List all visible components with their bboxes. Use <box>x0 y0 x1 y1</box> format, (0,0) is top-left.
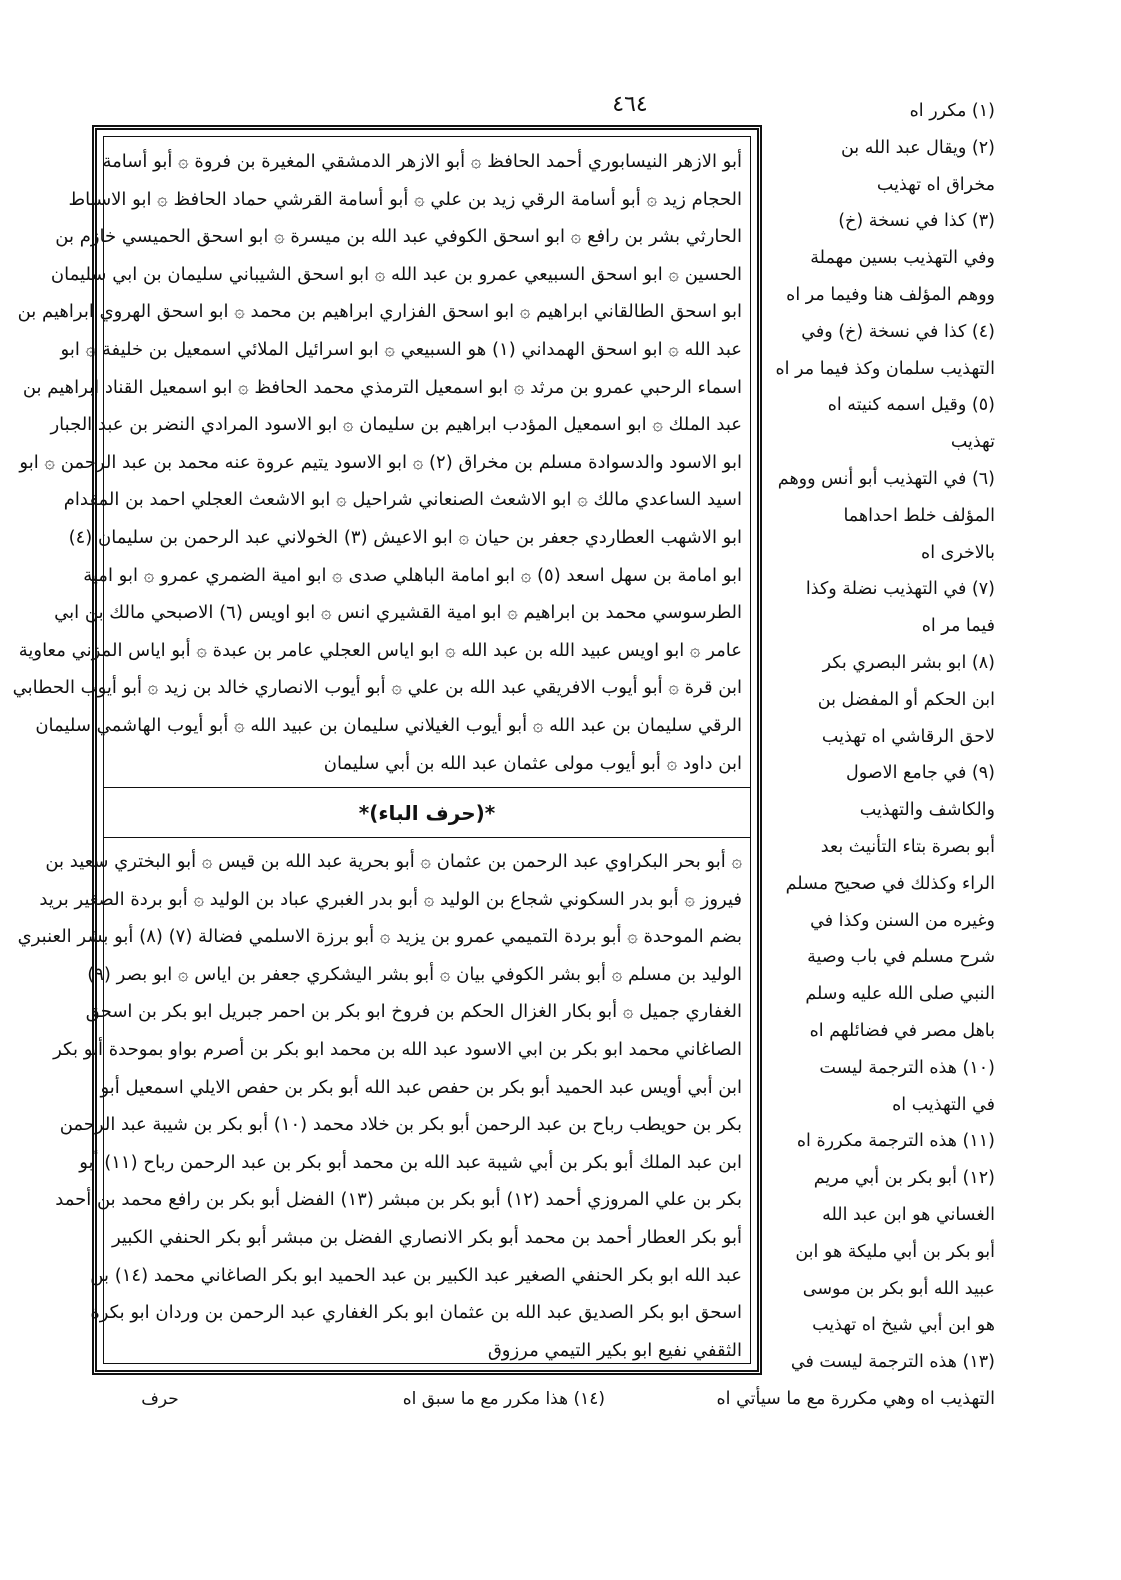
margin-note-line: الغساني هو ابن عبد الله <box>822 1205 995 1225</box>
text-line: ابن قرة ۞ أبو أيوب الافريقي عبد الله بن علي ۞ أبو أيوب الانصاري خالد بن زيد ۞ أبو أيوب الحطابي <box>12 677 742 699</box>
margin-note-line: (٨) ابو بشر البصري بكر <box>822 653 995 673</box>
text-line: ابو الاسود والدسوادة مسلم بن مخراق (٢) ۞ ابو الاسود يتيم عروة عنه محمد بن عبد الرحمن ۞ ابو <box>19 451 742 473</box>
margin-note-line: (٥) وقيل اسمه كنيته اه <box>827 395 995 416</box>
section-divider-bottom <box>104 837 750 838</box>
margin-note-line: المؤلف خلط احداهما <box>843 505 995 526</box>
margin-note-line: التهذيب سلمان وكذ فيما مر اه <box>775 358 995 379</box>
margin-note-line: لاحق الرقاشي اه تهذيب <box>821 726 995 747</box>
margin-note-line: وغيره من السنن وكذا في <box>810 910 995 931</box>
margin-note-line: أبو بكر بن أبي مليكة هو ابن <box>795 1241 995 1262</box>
margin-note-line: شرح مسلم في باب وصية <box>807 947 995 968</box>
margin-note-line: ابن الحكم أو المفضل بن <box>817 689 995 710</box>
margin-note-line: تهذيب <box>950 432 995 453</box>
margin-note-line: التهذيب اه وهي مكررة مع ما سيأتي اه <box>716 1389 995 1409</box>
text-line: الغفاري جميل ۞ أبو بكار الغزال الحكم بن فروخ ابو بكر بن احمر جبريل ابو بكر بن اسحق <box>85 1001 742 1023</box>
text-line: ۞ أبو بحر البكراوي عبد الرحمن بن عثمان ۞ أبو بحرية عبد الله بن قيس ۞ أبو البختري سعيد بن <box>45 851 742 872</box>
text-line: الصاغاني محمد ابو بكر بن ابي الاسود عبد الله بن محمد ابو بكر بن أصرم بواو بموحدة أبو بكر <box>53 1039 742 1060</box>
margin-note-line: (٢) ويقال عبد الله بن <box>840 137 995 158</box>
margin-note-line: (١١) هذه الترجمة مكررة اه <box>796 1131 995 1152</box>
margin-note-line: النبي صلى الله عليه وسلم <box>805 984 995 1005</box>
margin-note-line: فيما مر اه <box>921 616 995 637</box>
text-line: عبد الله ابو بكر الحنفي الصغير عبد الكبير بن عبد الحميد ابو بكر الصاغاني محمد (١٤) بن <box>90 1264 742 1286</box>
margin-note-line: (٩) في جامع الاصول <box>846 763 995 784</box>
margin-note-line: مخراق اه تهذيب <box>876 174 995 195</box>
margin-note-line: وفي التهذيب بسين مهملة <box>810 248 995 269</box>
margin-note-line: (١٣) هذه الترجمة ليست في <box>790 1352 995 1373</box>
text-line: ابو الاشهب العطاردي جعفر بن حيان ۞ ابو الاعيش (٣) الخولاني عبد الرحمن بن سليمان (٤) <box>68 527 742 548</box>
text-line: بضم الموحدة ۞ أبو بردة التميمي عمرو بن يزيد ۞ أبو برزة الاسلمي فضالة (٧) (٨) أبو بشر العنبري <box>17 926 742 948</box>
section-heading: *(حرف الباء)* <box>358 801 496 825</box>
margin-note-line: بالاخرى اه <box>921 542 995 563</box>
margin-note-line: والكاشف والتهذيب <box>859 800 995 821</box>
page-number: ٤٦٤ <box>612 92 648 117</box>
text-line: ابن أبي أويس عبد الحميد أبو بكر بن حفص عبد الله أبو بكر بن حفص الايلي اسمعيل أبو <box>100 1076 742 1098</box>
margin-note-line: في التهذيب اه <box>892 1094 995 1115</box>
margin-note-line: (٧) في التهذيب نضلة وكذا <box>805 579 995 600</box>
text-line: الرقي سليمان بن عبد الله ۞ أبو أيوب الغيلاني سليمان بن عبيد الله ۞ أبو أيوب الهاشمي سليمان <box>35 715 742 736</box>
footnote-14: (١٤) هذا مكرر مع ما سبق اه <box>402 1389 605 1409</box>
margin-note-line: (٦) في التهذيب أبو أنس ووهم <box>777 469 995 489</box>
text-line: الثقفي نفيع ابو بكير التيمي مرزوق <box>487 1339 742 1361</box>
text-line: بكر بن حويطب رباح بن عبد الرحمن أبو بكر بن خلاد محمد (١٠) أبو بكر بن شيبة عبد الرحمن <box>59 1114 742 1136</box>
text-line: بكر بن علي المروزي أحمد (١٢) أبو بكر بن مبشر (١٣) الفضل أبو بكر بن رافع محمد بن أحمد <box>55 1189 742 1211</box>
margin-note-line: ووهم المؤلف هنا وفيما مر اه <box>786 285 995 305</box>
main-text-inner-border <box>12 136 751 1364</box>
margin-note-line: (١٢) أبو بكر بن أبي مريم <box>813 1168 995 1189</box>
margin-note-line: (١٠) هذه الترجمة ليست <box>819 1057 995 1078</box>
text-line: اسماء الرحبي عمرو بن مرثد ۞ ابو اسمعيل الترمذي محمد الحافظ ۞ ابو اسمعيل القناد ابراهيم بن <box>22 376 742 398</box>
text-line: ابو اسحق الطالقاني ابراهيم ۞ ابو اسحق الفزاري ابراهيم بن محمد ۞ ابو اسحق الهروي ابراهيم بن <box>17 301 742 323</box>
main-text-frame <box>12 125 762 1375</box>
catchword: حرف <box>141 1389 179 1409</box>
section-divider-top <box>104 787 750 788</box>
text-line: الحجام زيد ۞ أبو أسامة الرقي زيد بن علي ۞ أبو أسامة القرشي حماد الحافظ ۞ ابو الاسباط <box>68 188 742 210</box>
margin-note-line: باهل مصر في فضائلهم اه <box>809 1021 995 1041</box>
margin-note-line: هو ابن أبي شيخ اه تهذيب <box>812 1315 995 1336</box>
margin-note-line: الراء وكذلك في صحيح مسلم <box>785 873 995 894</box>
margin-note-line: (٤) كذا في نسخة (خ) وفي <box>801 321 995 342</box>
margin-notes <box>716 95 995 1425</box>
text-line: أبو الازهر النيسابوري أحمد الحافظ ۞ أبو الازهر الدمشقي المغيرة بن فروة ۞ أبو أسامة <box>102 151 742 172</box>
text-line: عبد الله ۞ ابو اسحق الهمداني (١) هو السبيعي ۞ ابو اسرائيل الملائي اسمعيل بن خليفة ۞ ابو <box>60 339 742 360</box>
margin-note-line: عبيد الله أبو بكر بن موسى <box>802 1278 995 1299</box>
margin-note-line: (٣) كذا في نسخة (خ) <box>838 211 995 232</box>
text-line: عامر ۞ ابو اويس عبيد الله بن عبد الله ۞ ابو اياس العجلي عامر بن عبدة ۞ أبو اياس المزني معاوية <box>18 639 742 661</box>
text-line: ابن داود ۞ أبو أيوب مولى عثمان عبد الله بن أبي سليمان <box>323 752 742 774</box>
text-line: اسحق ابو بكر الصديق عبد الله بن عثمان ابو بكر الغفاري عبد الرحمن بن وردان ابو بكرة <box>90 1302 742 1324</box>
text-line: اسيد الساعدي مالك ۞ ابو الاشعث الصنعاني شراحيل ۞ ابو الاشعث العجلي احمد بن المقدام <box>63 489 742 511</box>
text-line: عبد الملك ۞ ابو اسمعيل المؤدب ابراهيم بن سليمان ۞ ابو الاسود المرادي النضر بن عبد الجبار <box>50 414 742 436</box>
margin-note-line: أبو بصرة بتاء التأنيث بعد <box>820 837 995 857</box>
text-line: الطرسوسي محمد بن ابراهيم ۞ ابو امية القشيري انس ۞ ابو اويس (٦) الاصبحي مالك بن ابي <box>54 602 742 624</box>
text-line: الوليد بن مسلم ۞ أبو بشر الكوفي بيان ۞ أبو بشر اليشكري جعفر بن اياس ۞ ابو بصر (٩) <box>87 963 742 985</box>
text-line: فيروز ۞ أبو بدر السكوني شجاع بن الوليد ۞ أبو بدر الغبري عباد بن الوليد ۞ أبو بردة الصغير بريد <box>39 888 742 910</box>
text-line: أبو بكر العطار أحمد بن محمد أبو بكر الانصاري الفضل بن مبشر أبو بكر الحنفي الكبير <box>112 1227 742 1248</box>
text-line: الحسين ۞ ابو اسحق السبيعي عمرو بن عبد الله ۞ ابو اسحق الشيباني سليمان بن ابي سليمان <box>50 263 742 285</box>
text-line: ابن عبد الملك أبو بكر بن أبي شيبة عبد الله بن محمد أبو بكر بن عبد الرحمن رباح (١١) أبو <box>79 1151 742 1173</box>
text-line: الحارثي بشر بن رافع ۞ ابو اسحق الكوفي عبد الله بن ميسرة ۞ ابو اسحق الحميسي خازم بن <box>55 226 742 248</box>
text-line: ابو امامة بن سهل اسعد (٥) ۞ ابو امامة الباهلي صدى ۞ ابو امية الضمري عمرو ۞ ابو امية <box>83 564 742 586</box>
margin-note-line: (١) مكرر اه <box>909 101 995 121</box>
